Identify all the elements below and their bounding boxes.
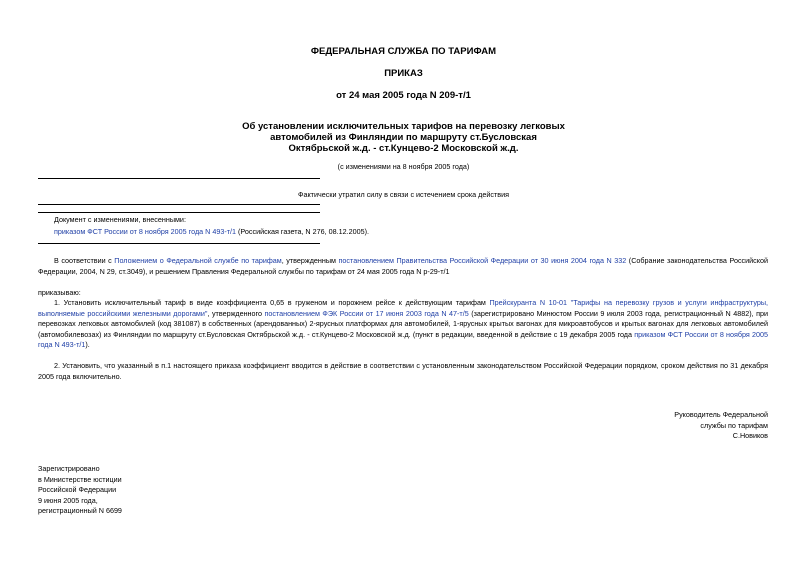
registration-line: Зарегистрировано (38, 464, 100, 473)
divider-rule (38, 212, 320, 213)
status-note: Фактически утратил силу в связи с истечением срока действия (298, 190, 509, 199)
regulation-link[interactable]: Положением о Федеральной службе по тарифам (114, 256, 282, 265)
title-line-1: Об установлении исключительных тарифов на перевозку легковых (242, 121, 565, 132)
title-line-3: Октябрьской ж.д. - ст.Кунцево-2 Московской ж.д. (288, 143, 519, 154)
date-number-heading: от 24 мая 2005 года N 209-т/1 (336, 90, 471, 101)
divider-rule (38, 204, 320, 205)
price-list-link[interactable]: Прейскуранта N 10-01 "Тарифы на перевозку грузов и услуги инфраструктуры, выполняемые российскими железными дорогами" (38, 298, 768, 318)
agency-heading: ФЕДЕРАЛЬНАЯ СЛУЖБА ПО ТАРИФАМ (310, 46, 497, 57)
amendment-order-link[interactable]: приказом ФСТ России от 8 ноября 2005 года N 493-т/1 (54, 227, 237, 236)
signature-block (674, 410, 768, 442)
signature-line: С.Новиков (732, 431, 768, 440)
fek-resolution-link[interactable]: постановлением ФЭК России от 17 июня 2003 года N 47-т/5 (264, 308, 469, 318)
item-2-paragraph: 2. Установить, что указанный в п.1 настоящего приказа коэффициент вводится в действие в соответствии с установленным законодательством Российской Федерации порядком, сроком действия по 31 декабря 2005 года включительно. (38, 361, 768, 381)
registration-line: регистрационный N 6699 (38, 506, 122, 515)
preamble-paragraph: В соответствии с Положением о Федеральной службе по тарифам, утвержденным постановлением Правительства Российской Федерации от 30 июня 2004 года N 332 (Собрание законодательства Российской Федерации, 2004, N 29, ст.3049), и решением Правления Федеральной службы по тарифам от 24 мая 2005 года N р-29-т/1 (38, 256, 768, 276)
government-resolution-link[interactable]: постановлением Правительства Российской Федерации от 30 июня 2004 года N 332 (338, 256, 627, 265)
registration-line: 9 июня 2005 года, (38, 495, 98, 505)
divider-rule (38, 178, 320, 179)
amendments-note: (с изменениями на 8 ноября 2005 года) (337, 162, 470, 171)
orders-label: приказываю: (38, 288, 81, 297)
doc-type-heading: ПРИКАЗ (384, 68, 423, 79)
fst-order-link[interactable]: приказом ФСТ России от 8 ноября 2005 года N 493-т/1 (38, 329, 768, 349)
divider-rule (38, 243, 320, 244)
changes-reference (54, 227, 369, 238)
item-1-paragraph: 1. Установить исключительный тариф в виде коэффициента 0,65 в груженом и порожнем рейсе к действующим тарифам Прейскуранта N 10-01 "Тарифы на перевозку грузов и услуги инфраструктуры, выполняемые российскими железными дорогами", утвержденного постановлением ФЭК России от 17 июня 2003 года N 47-т/5 (зарегистрировано Минюстом России 9 июля 2003 года, регистрационный N 4882), при перевозках легковых автомобилей (код 381087) в собственных (арендованных) 2-ярусных платформах для автомобилей, 1-ярусных крытых вагонах для микроавтобусов и крытых вагонах для легковых автомобилей (автомобилевозах) из Финляндии по маршруту ст.Бусловская Октябрьской ж.д. - ст.Кунцево-2 Московской ж.д. (пункт в редакции, введенной в действие с 19 декабря 2005 года приказом ФСТ России от 8 ноября 2005 года N 493-т/1). (38, 298, 768, 349)
title-line-2: автомобилей из Финляндии по маршруту ст.Бусловская (270, 132, 537, 143)
registration-line: Российской Федерации (38, 485, 117, 494)
registration-line: в Министерстве юстиции (38, 474, 122, 484)
signature-line: службы по тарифам (700, 420, 768, 430)
signature-line: Руководитель Федеральной (674, 410, 768, 419)
changes-reference-tail: (Российская газета, N 276, 08.12.2005). (236, 227, 369, 236)
registration-block (38, 464, 122, 517)
changes-label: Документ с изменениями, внесенными: (54, 215, 186, 224)
